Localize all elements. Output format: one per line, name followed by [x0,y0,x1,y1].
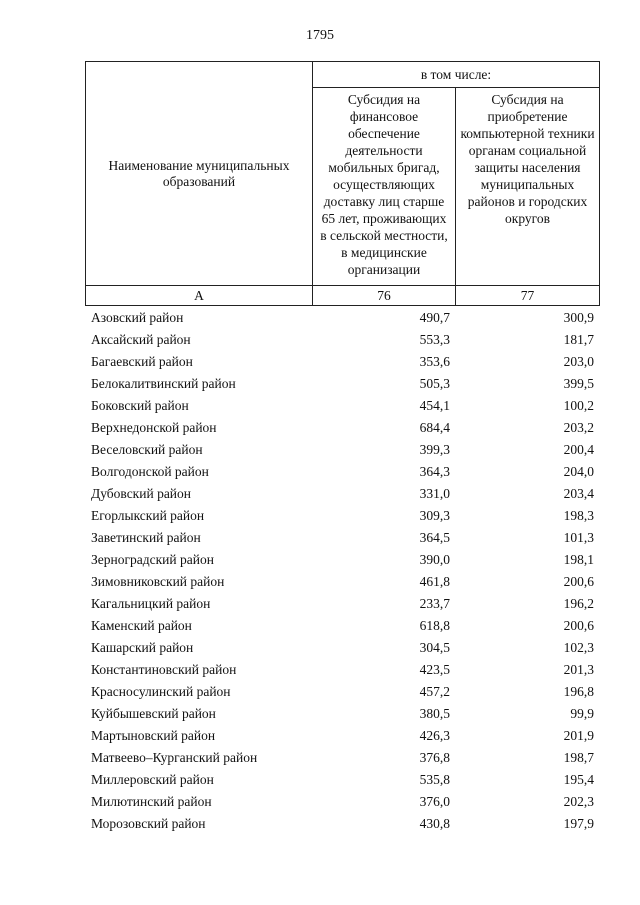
page-number: 1795 [306,28,334,43]
row-value-76: 490,7 [419,310,450,325]
row-name: Каменский район [91,618,192,633]
row-value-76: 461,8 [419,574,450,589]
row-value-76: 309,3 [419,508,450,523]
row-value-76: 457,2 [419,684,450,699]
row-name: Аксайский район [91,332,191,347]
row-value-77: 200,4 [563,442,594,457]
table-row [85,725,600,747]
row-value-76: 376,0 [419,794,450,809]
row-value-76: 331,0 [419,486,450,501]
row-value-77: 203,4 [563,486,594,501]
table-row [85,527,600,549]
row-name: Боковский район [91,398,189,413]
row-value-76: 426,3 [419,728,450,743]
table-row [85,307,600,329]
table-row [85,703,600,725]
row-value-77: 204,0 [563,464,594,479]
row-value-77: 198,7 [563,750,594,765]
table-row [85,747,600,769]
table-row [85,813,600,835]
header-index-a: А [86,286,313,306]
row-value-77: 202,3 [563,794,594,809]
table-row [85,439,600,461]
row-value-77: 195,4 [563,772,594,787]
row-value-76: 684,4 [419,420,450,435]
row-value-76: 364,5 [419,530,450,545]
row-name: Мартыновский район [91,728,216,743]
row-name: Кагальницкий район [91,596,211,611]
table-row [85,659,600,681]
row-value-77: 198,3 [563,508,594,523]
row-value-77: 201,9 [563,728,594,743]
table-body [85,307,600,835]
row-value-76: 380,5 [419,706,450,721]
row-name: Миллеровский район [91,772,214,787]
row-value-77: 196,2 [563,596,594,611]
row-value-76: 376,8 [419,750,450,765]
header-index-row [86,285,599,305]
row-name: Верхнедонской район [91,420,217,435]
row-value-77: 181,7 [563,332,594,347]
row-name: Егорлыкский район [91,508,205,523]
table-row [85,373,600,395]
row-value-77: 203,2 [563,420,594,435]
table-row [85,681,600,703]
table-header [85,61,600,306]
row-value-77: 197,9 [563,816,594,831]
row-value-77: 198,1 [563,552,594,567]
header-index-77: 77 [520,288,535,303]
table-row [85,395,600,417]
row-name: Куйбышевский район [91,706,216,721]
row-value-76: 423,5 [419,662,450,677]
header-index-76: 76 [313,286,456,306]
row-name: Милютинский район [91,794,212,809]
row-value-76: 535,8 [419,772,450,787]
row-value-76: 430,8 [419,816,450,831]
row-value-77: 201,3 [563,662,594,677]
row-value-76: 454,1 [419,398,450,413]
row-name: Багаевский район [91,354,193,369]
table-row [85,615,600,637]
row-name: Красносулинский район [91,684,231,699]
table-row [85,483,600,505]
table-row [85,505,600,527]
table-row [85,571,600,593]
row-name: Волгодонской район [91,464,209,479]
row-name: Морозовский район [91,816,206,831]
table-row [85,593,600,615]
row-name: Дубовский район [91,486,192,501]
table-row [85,351,600,373]
row-name: Константиновский район [91,662,237,677]
row-value-76: 505,3 [419,376,450,391]
row-value-76: 304,5 [419,640,450,655]
table-row [85,329,600,351]
row-name: Зимовниковский район [91,574,225,589]
row-name: Кашарский район [91,640,194,655]
row-value-76: 390,0 [419,552,450,567]
row-value-77: 99,9 [570,706,594,721]
row-name: Заветинский район [91,530,201,545]
row-value-76: 618,8 [419,618,450,633]
row-value-76: 553,3 [419,332,450,347]
row-value-77: 399,5 [563,376,594,391]
row-value-76: 399,3 [419,442,450,457]
header-column-76: Субсидия на финансовое обеспечение деятельности мобильных бригад, осуществляющих доставку лиц старше 65 лет, проживающих в сельской местности, в медицинские организации [313,88,456,285]
table-row [85,461,600,483]
table-row [85,637,600,659]
row-value-77: 203,0 [563,354,594,369]
header-name-column: Наименование муниципальных образований [86,62,313,285]
table-row [85,791,600,813]
row-name: Веселовский район [91,442,203,457]
table-row [85,769,600,791]
row-value-77: 200,6 [563,574,594,589]
table-row [85,417,600,439]
row-value-76: 233,7 [419,596,450,611]
row-name: Белокалитвинский район [91,376,236,391]
row-value-77: 102,3 [563,640,594,655]
table-row [85,549,600,571]
row-value-77: 300,9 [563,310,594,325]
row-value-77: 101,3 [563,530,594,545]
row-value-76: 364,3 [419,464,450,479]
row-value-77: 196,8 [563,684,594,699]
header-column-77: Субсидия на приобретение компьютерной техники органам социальной защиты населения муниципальных районов и городских округов [460,92,595,226]
row-name: Зерноградский район [91,552,214,567]
row-name: Азовский район [91,310,184,325]
row-value-76: 353,6 [419,354,450,369]
row-value-77: 100,2 [563,398,594,413]
row-value-77: 200,6 [563,618,594,633]
row-name: Матвеево–Курганский район [91,750,258,765]
header-group-label: в том числе: [313,62,599,88]
